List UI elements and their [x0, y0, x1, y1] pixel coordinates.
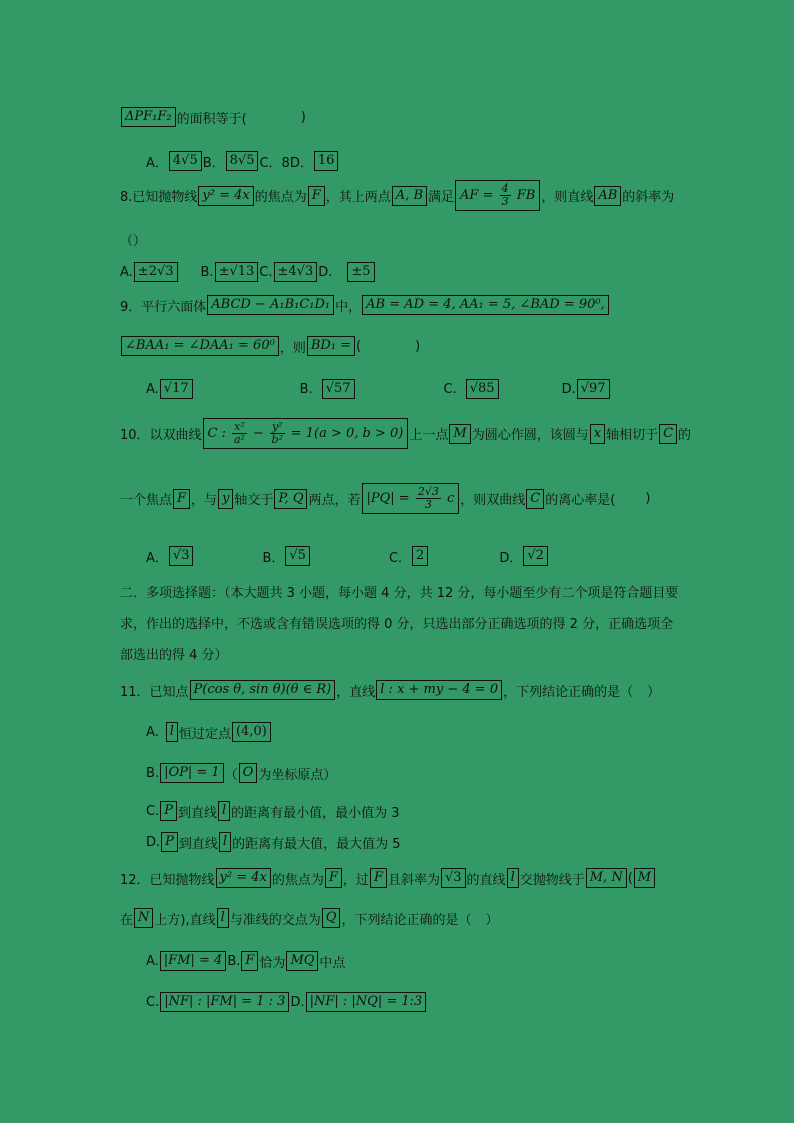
option-c-label: C. [259, 264, 273, 280]
text: 恰为 [259, 955, 286, 971]
text: ，其上两点 [325, 190, 391, 205]
math-box: BD₁ = [307, 336, 355, 356]
text: ，过 [342, 872, 369, 888]
text: 交抛物线于 [519, 872, 585, 888]
text: 且斜率为 [387, 872, 440, 888]
option-a-label: A． [146, 155, 168, 171]
text: ，下列结论正确的是（ [341, 912, 472, 928]
text: 在 [120, 912, 134, 928]
text: ，则双曲线 [460, 493, 526, 508]
q9-stem-2 [120, 336, 714, 356]
text: c [447, 491, 455, 506]
math-box: l [218, 801, 230, 821]
text: 9．平行六面体 [120, 299, 207, 315]
option-a-value: √3 [169, 546, 194, 566]
option-b-label: B. [200, 264, 214, 280]
option-c-label: C. [443, 381, 457, 397]
text: 恒过定点 [178, 726, 231, 742]
fraction [270, 421, 285, 446]
math-box: F [241, 951, 258, 971]
text: ，则 [279, 340, 306, 356]
math-box: C [659, 424, 677, 444]
option-d-value: ±5 [347, 262, 374, 282]
option-a-value: ±2√3 [134, 262, 178, 282]
option-a-label: A. [146, 381, 159, 397]
math-box: P(cos θ, sin θ)(θ ∈ R) [190, 680, 336, 700]
text: ，直线 [336, 684, 376, 700]
q12-stem-2 [120, 908, 714, 928]
q8-paren [120, 230, 714, 249]
q8-stem [120, 180, 714, 211]
text: ) [645, 491, 651, 506]
math-box: x [590, 424, 605, 444]
text: 的焦点为 [254, 190, 307, 205]
text: FB [516, 188, 536, 203]
text: 11．已知点 [120, 684, 189, 700]
option-b-label: B. [299, 381, 313, 397]
text: ，下列结论正确的是（ [503, 684, 634, 700]
text: （ [224, 767, 238, 783]
text: ) [300, 109, 306, 125]
math-box: O [239, 763, 258, 783]
text: 上一点 [409, 428, 449, 443]
q10-stem [120, 418, 714, 449]
math-box: P [160, 801, 177, 821]
text: ） [485, 912, 499, 928]
text: 10．以双曲线 [120, 428, 202, 443]
text: 的面积等于( [176, 111, 247, 127]
math-box: y² = 4x [198, 186, 253, 206]
q7-options [146, 151, 714, 171]
pq-equation-box [362, 483, 460, 514]
text: 的距离有最大值，最大值为 5 [232, 836, 401, 852]
text: 为圆心作圆，该圆与 [471, 428, 589, 443]
q11-stem [120, 680, 714, 700]
option-b-value: √5 [285, 546, 310, 566]
math-box: ABCD − A₁B₁C₁D₁ [207, 295, 334, 315]
math-box: y [218, 489, 233, 509]
math-box: √3 [441, 868, 466, 888]
text: 到直线 [177, 805, 217, 821]
q7-stem [120, 107, 714, 127]
option-b-value: ±√13 [215, 262, 259, 282]
text: AF = [460, 188, 494, 203]
option-b-value: √57 [322, 379, 355, 399]
option-b-value: 8√5 [226, 151, 259, 171]
q8-options [120, 262, 714, 282]
denominator: 3 [501, 195, 509, 208]
option-a-label: A. [146, 724, 159, 740]
math-box: M [449, 424, 470, 444]
option-c-value: 2 [412, 546, 428, 566]
q11-option-c [146, 801, 714, 821]
text: − [252, 426, 264, 441]
numerator: 2√3 [417, 485, 439, 498]
text: ( [627, 870, 633, 886]
math-box: ΔPF₁F₂ [121, 107, 176, 127]
text: 轴交于 [234, 493, 274, 508]
option-a-value: |FM| = 4 [160, 951, 227, 971]
math-box: ∠BAA₁ = ∠DAA₁ = 60⁰ [121, 336, 279, 356]
text: 上方),直线 [154, 912, 216, 928]
q11-option-a [146, 722, 714, 742]
text: ，与 [191, 493, 218, 508]
option-a-label: A. [146, 953, 159, 969]
option-d-label: D． [499, 550, 523, 566]
option-d-value: √2 [523, 546, 548, 566]
math-box: N [134, 908, 153, 928]
text: ( [356, 338, 362, 354]
option-b-label: B. [227, 953, 241, 969]
fraction [500, 183, 511, 208]
text: 12．已知抛物线 [120, 872, 215, 888]
text: = 1(a > 0, b > 0) [290, 426, 404, 441]
q11-option-b [146, 763, 714, 783]
math-box: l [217, 908, 229, 928]
math-box: M, N [586, 868, 627, 888]
text: 的 [678, 428, 692, 443]
vector-equation-box [455, 180, 540, 211]
math-box: l [166, 722, 178, 742]
fraction [416, 486, 441, 511]
numerator: x² [234, 420, 245, 433]
option-d-value: √97 [577, 379, 610, 399]
denominator: b² [271, 433, 283, 446]
option-c-label: C．8D． [259, 155, 313, 171]
text: 的焦点为 [271, 872, 324, 888]
math-box: C [526, 489, 544, 509]
text: 的离心率是( [545, 493, 616, 508]
q9-stem [120, 295, 714, 315]
math-box: AB = AD = 4, AA₁ = 5, ∠BAD = 90⁰, [362, 295, 609, 315]
option-b-label: B． [262, 550, 285, 566]
math-box: F [370, 868, 387, 888]
text: |PQ| = [366, 491, 410, 506]
math-box: y² = 4x [216, 868, 271, 888]
option-d-label: D. [318, 264, 333, 280]
q12-options-cd [146, 992, 714, 1012]
option-c-label: C. [146, 803, 160, 819]
text: （） [120, 234, 147, 249]
numerator: 4 [501, 182, 509, 195]
option-b-label: B． [202, 155, 225, 171]
math-box: l [219, 832, 231, 852]
math-box: F [308, 186, 325, 206]
math-box: AB [594, 186, 621, 206]
math-box: MQ [286, 951, 318, 971]
numerator: y² [271, 420, 283, 433]
math-box: F [325, 868, 342, 888]
q11-option-d [146, 832, 714, 852]
text: 中点 [319, 955, 346, 971]
text: 两点，若 [308, 493, 361, 508]
q9-options [146, 379, 714, 399]
math-box: l [507, 868, 519, 888]
hyperbola-equation-box [203, 418, 409, 449]
option-d-value: |NF| : |NQ| = 1:3 [306, 992, 427, 1012]
text: 为坐标原点） [258, 767, 337, 783]
q12-stem [120, 868, 714, 888]
text: 满足 [428, 190, 455, 205]
math-box: P [161, 832, 178, 852]
option-c-label: C． [388, 550, 412, 566]
text: 的斜率为 [622, 190, 675, 205]
q12-options-ab [146, 951, 714, 971]
option-c-label: C. [146, 994, 160, 1010]
math-box: A, B [392, 186, 427, 206]
text: 的距离有最小值，最小值为 3 [231, 805, 400, 821]
text: 与准线的交点为 [229, 912, 321, 928]
text: 中， [335, 299, 362, 315]
option-d-value: 16 [314, 151, 339, 171]
option-a-label: A. [120, 264, 133, 280]
math-box: (4,0) [232, 722, 271, 742]
text: 轴相切于 [606, 428, 659, 443]
option-d-label: D. [290, 994, 305, 1010]
option-d-label: D. [146, 834, 161, 850]
text: 一个焦点 [120, 493, 173, 508]
denominator: 3 [424, 498, 432, 511]
fraction [232, 421, 247, 446]
math-box: F [173, 489, 190, 509]
text: ，则直线 [541, 190, 594, 205]
text: 8.已知抛物线 [120, 190, 198, 205]
option-d-label: D. [561, 381, 576, 397]
option-c-value: ±4√3 [274, 262, 318, 282]
option-a-label: A． [146, 550, 168, 566]
text: C : [207, 426, 227, 441]
section-2-instructions: 二．多项选择题：（本大题共 3 小题，每小题 4 分，共 12 分，每小题至少有二个项是符合题目要求，作出的选择中，不选或含有错误选项的得 0 分，只选出部分正确选项的得 2 分，正确选项全部选出的得 4 分） [120, 586, 679, 663]
math-box: P, Q [274, 489, 307, 509]
text: 的直线 [466, 872, 506, 888]
text: 到直线 [178, 836, 218, 852]
denominator: a² [233, 433, 245, 446]
option-a-value: √17 [160, 379, 193, 399]
math-box: M [634, 868, 655, 888]
option-b-label: B. [146, 765, 160, 781]
text: ） [647, 684, 661, 700]
math-box: l : x + my − 4 = 0 [376, 680, 502, 700]
math-box: |OP| = 1 [160, 763, 224, 783]
text: ) [415, 338, 421, 354]
option-a-value: 4√5 [169, 151, 202, 171]
option-c-value: √85 [466, 379, 499, 399]
option-c-value: |NF| : |FM| = 1 : 3 [160, 992, 289, 1012]
q10-options [146, 546, 714, 566]
math-box: Q [322, 908, 341, 928]
q10-stem-2 [120, 483, 714, 514]
